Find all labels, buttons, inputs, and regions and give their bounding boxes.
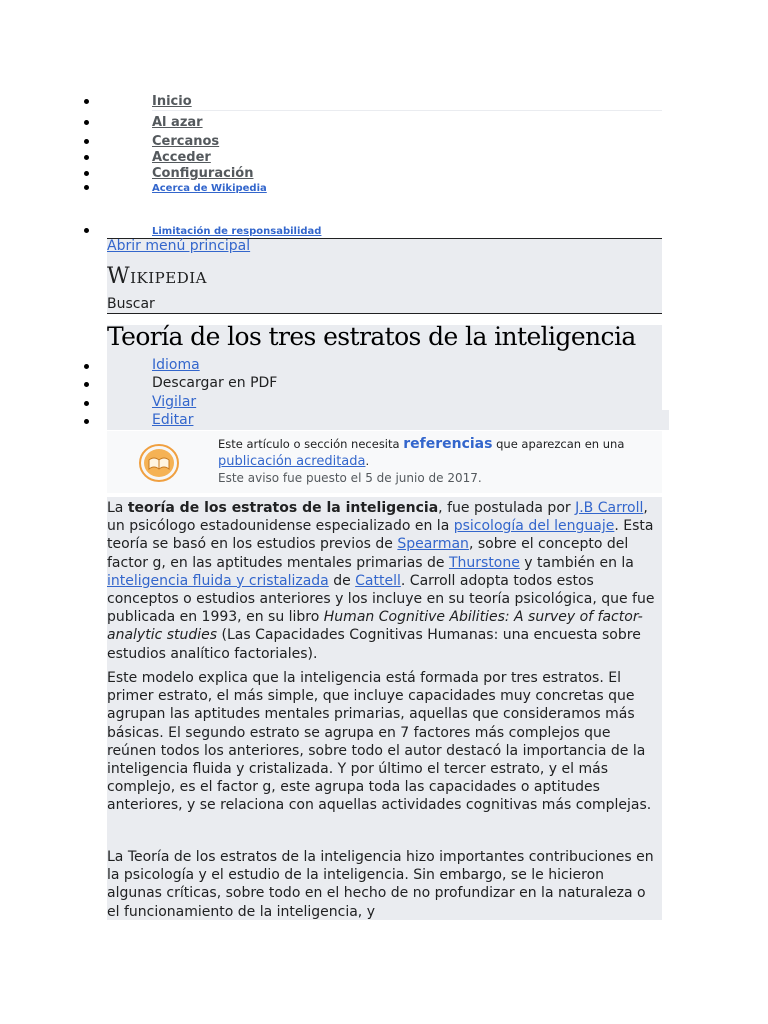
nav-divider <box>152 110 662 111</box>
notice-text-part: que aparezcan en una <box>492 437 625 451</box>
nav-link-cercanos[interactable]: Cercanos <box>152 134 220 149</box>
edit-link[interactable]: Editar <box>152 412 194 428</box>
text-run: , fue postulada por <box>438 500 576 516</box>
text-run: y también en la <box>519 554 634 571</box>
bullet-icon <box>84 382 89 387</box>
page-title: Teoría de los tres estratos de la inteligencia <box>107 322 636 351</box>
text-run: (Las Capacidades Cognitivas Humanas: una encuesta sobre estudios analítico factoriales). <box>107 627 641 662</box>
article-paragraph-1 <box>107 499 662 663</box>
wikipedia-logo[interactable]: Wikipedia <box>107 264 207 289</box>
bullet-icon <box>84 155 89 160</box>
download-pdf-link[interactable]: Descargar en PDF <box>152 375 278 391</box>
nav-link-inicio[interactable]: Inicio <box>152 94 192 109</box>
language-link[interactable]: Idioma <box>152 357 200 373</box>
notice-date: Este aviso fue puesto el 5 de junio de 2017. <box>218 471 482 485</box>
bullet-icon <box>84 171 89 176</box>
search-label[interactable]: Buscar <box>107 296 155 312</box>
link-spearman[interactable]: Spearman <box>397 536 469 553</box>
watch-link[interactable]: Vigilar <box>152 394 197 410</box>
book-icon <box>138 443 180 483</box>
text-run: , sobre el concepto del factor g, en las aptitudes mentales primarias de <box>107 536 629 571</box>
link-carroll[interactable]: J.B Carroll <box>575 500 644 516</box>
references-link[interactable]: referencias <box>403 436 493 452</box>
bullet-icon <box>84 99 89 104</box>
accredited-publication-link[interactable]: publicación acreditada <box>218 454 366 469</box>
link-psicologia-lenguaje[interactable]: psicología del lenguaje <box>453 518 615 535</box>
bullet-icon <box>84 185 89 190</box>
nav-link-acceder[interactable]: Acceder <box>152 150 211 165</box>
header-bottom-divider <box>107 313 662 314</box>
link-thurstone[interactable]: Thurstone <box>448 554 520 571</box>
bullet-icon <box>84 228 89 233</box>
nav-link-limitacion[interactable]: Limitación de responsabilidad <box>152 226 322 237</box>
bullet-icon <box>84 139 89 144</box>
text-run: , un psicólogo estadounidense especializado en la <box>107 500 648 535</box>
link-inteligencia-fluida[interactable]: inteligencia fluida y cristalizada <box>107 572 329 589</box>
nav-link-acerca[interactable]: Acerca de Wikipedia <box>152 183 267 194</box>
article-term: teoría de los estratos de la inteligencia <box>127 500 439 516</box>
open-main-menu-link[interactable]: Abrir menú principal <box>107 238 251 254</box>
bullet-icon <box>84 401 89 406</box>
bullet-icon <box>84 120 89 125</box>
nav-link-al-azar[interactable]: Al azar <box>152 115 203 130</box>
notice-text-part: . <box>365 454 370 468</box>
notice-text-part: Este artículo o sección necesita <box>218 437 404 451</box>
book-title: Human Cognitive Abilities: A survey of factor-analytic studies <box>107 609 643 644</box>
text-run: La <box>107 500 128 516</box>
text-run: de <box>328 572 356 589</box>
text-run: . Esta teoría se basó en los estudios previos de <box>107 518 654 553</box>
article-paragraph-3: La Teoría de los estratos de la inteligencia hizo importantes contribuciones en la psicología y el estudio de la inteligencia. Sin embargo, se le hicieron algunas críticas, sobre todo en el hecho de no profundizar en la naturaleza o el funcionamiento de la inteligencia, y <box>107 849 654 920</box>
nav-link-configuracion[interactable]: Configuración <box>152 166 254 181</box>
bullet-icon <box>84 419 89 424</box>
link-cattell[interactable]: Cattell <box>355 572 401 589</box>
article-paragraph-2: Este modelo explica que la inteligencia está formada por tres estratos. El primer estrato, el más simple, que incluye capacidades muy concretas que agrupan las aptitudes mentales primarias, aquellas que consideramos más básicas. El segundo estrato se agrupa en 7 factores más complejos que reúnen todos los anteriores, sobre todo el autor destacó la importancia de la inteligencia fluida y cristalizada. Y por último el tercer estrato, y el más complejo, es el factor g, este agrupa toda las capacidades o aptitudes anteriores, y se relaciona con aquellas actividades cognitivas más complejas. <box>107 670 652 814</box>
bullet-icon <box>84 364 89 369</box>
text-run: . Carroll adopta todos estos conceptos o estudios anteriores y los incluye en su teoría psicológica, que fue publicada en 1993, en su libro <box>107 572 655 626</box>
notice-text <box>218 436 658 487</box>
